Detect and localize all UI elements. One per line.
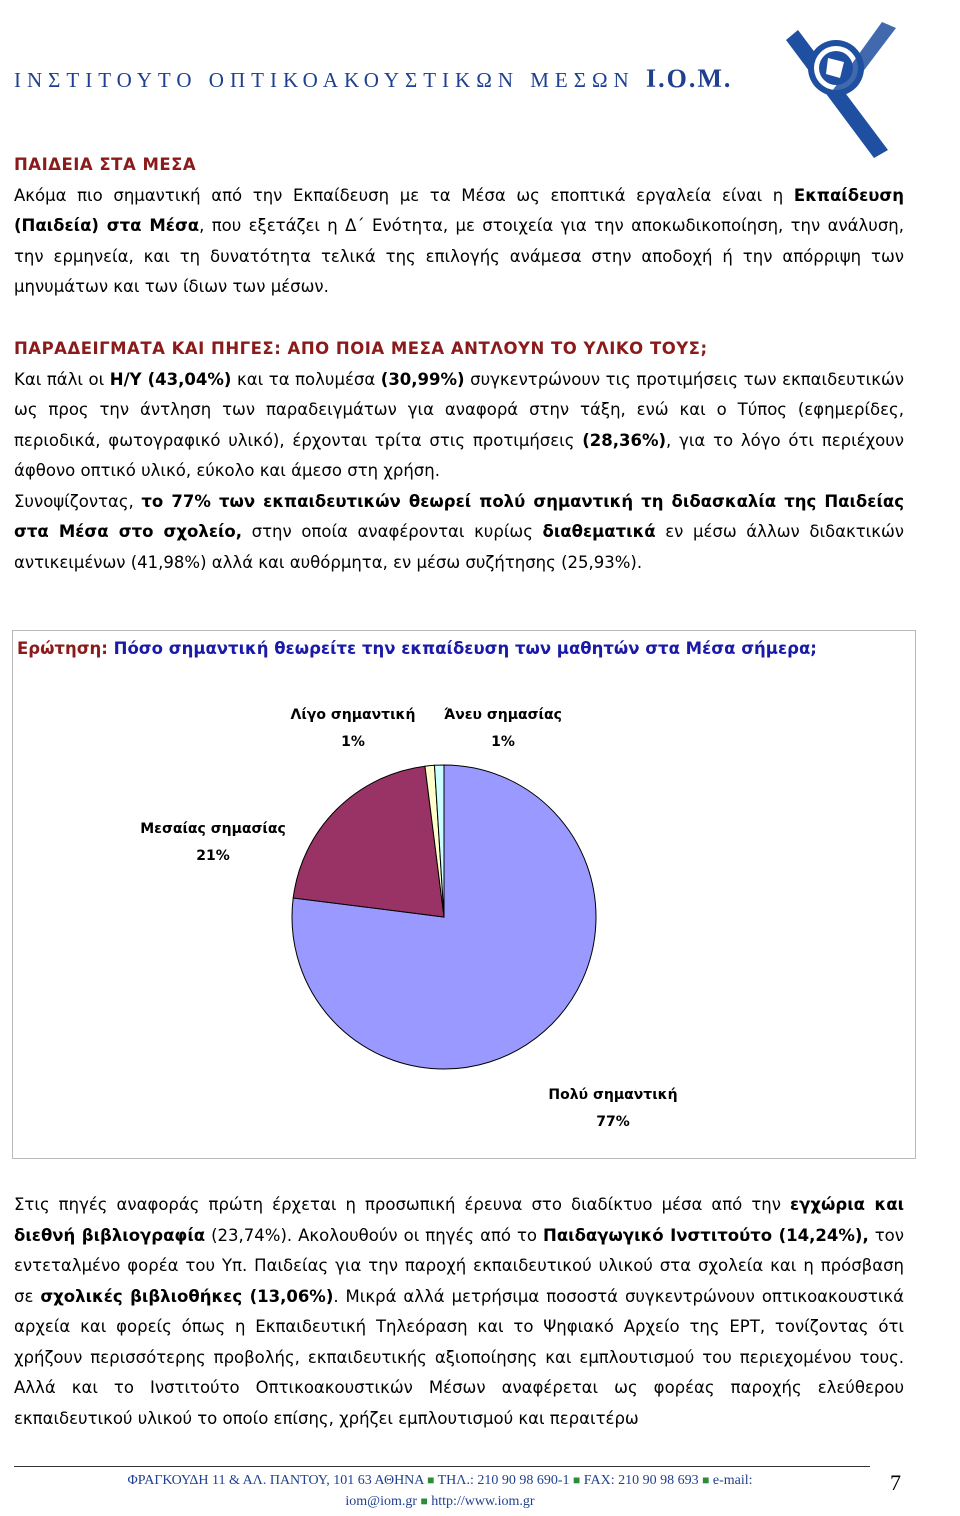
section-reference-sources xyxy=(14,1190,904,1434)
section-body xyxy=(14,365,904,579)
square-bullet-icon: ■ xyxy=(427,1473,435,1487)
slice-value-label: 77% xyxy=(596,1114,630,1130)
body-bold-text: Εκπαίδευση (Παιδεία) στα Μέσα xyxy=(14,185,904,235)
body-text: και τα πολυμέσα xyxy=(231,369,381,389)
pie-chart xyxy=(13,631,915,1158)
body-text: , που εξετάζει η Δ΄ Ενότητα, με στοιχεία για την αποκωδικοποίηση, την ανάλυση, την ερμηνεία, και τη δυνατότητα τελικά της επιλογής ανάμεσα στην αποδοχή ή την απόρριψη των μηνυμάτων και των ίδιων των μέσων. xyxy=(14,216,905,296)
body-bold-text: σχολικές βιβλιοθήκες (13,06%) xyxy=(40,1286,334,1306)
slice-value-label: 1% xyxy=(341,734,365,750)
body-bold-text: εγχώρια και διεθνή βιβλιογραφία xyxy=(14,1195,904,1245)
body-text: στην οποία αναφέρονται κυρίως xyxy=(242,522,543,541)
institute-name: ΙΝΣΤΙΤΟΥΤΟ ΟΠΤΙΚΟΑΚΟΥΣΤΙΚΩΝ ΜΕΣΩΝ xyxy=(14,68,635,92)
body-text: . Μικρά αλλά μετρήσιμα ποσοστά συγκεντρώνουν οπτικοακουστικά αρχεία και φορείς όπως η Εκπαιδευτική Τηλεόραση και το Ψηφιακό Αρχείο της ΕΡΤ, τονίζοντας ότι χρήζουν περισσότερης προβολής, εκπαιδευτικής αξιοποίησης και εμπλουτισμού του περιεχομένου τους. Αλλά και το Ινστιτούτο Οπτικοακουστικών Μέσων αναφέρεται ως φορέας παροχής ελεύθερου εκπαιδευτικού υλικού το οποίο επίσης, χρήζει εμπλουτισμού και περαιτέρω xyxy=(14,1286,905,1428)
body-text: εν μέσω άλλων διδακτικών αντικειμένων (41,98%) αλλά και αυθόρμητα, εν μέσω συζήτησης (25,93%). xyxy=(14,522,905,572)
square-bullet-icon: ■ xyxy=(573,1473,581,1487)
body-bold-text: διαθεματικά xyxy=(542,522,656,541)
body-text: τον εντεταλμένο φορέα του Υπ. Παιδείας για την παροχή εκπαιδευτικού υλικού στα σχολεία και η πρόσβαση σε xyxy=(14,1225,904,1306)
section-title: ΠΑΡΑΔΕΙΓΜΑΤΑ ΚΑΙ ΠΗΓΕΣ: ΑΠΟ ΠΟΙΑ ΜΕΣΑ ΑΝΤΛΟΥΝ ΤΟ ΥΛΙΚΟ ΤΟΥΣ; xyxy=(14,339,708,358)
iom-logo-icon xyxy=(778,10,898,160)
slice-label: Πολύ σημαντική xyxy=(548,1087,678,1103)
page-number: 7 xyxy=(890,1470,901,1495)
footer-email-link[interactable]: iom@iom.gr xyxy=(345,1494,418,1509)
pie-slice xyxy=(293,766,444,917)
body-text: , για το λόγο ότι περιέχουν άφθονο οπτικό υλικό, εύκολο και άμεσο στη χρήση. xyxy=(14,430,904,480)
slice-label: Μεσαίας σημασίας xyxy=(140,821,286,837)
footer-web-link[interactable]: http://www.iom.gr xyxy=(431,1494,535,1509)
body-text: Ακόμα πιο σημαντική από την Εκπαίδευση με τα Μέσα ως εποπτικά εργαλεία είναι η xyxy=(14,185,794,205)
body-text: (23,74%). Ακολουθούν οι πηγές από το xyxy=(205,1225,544,1245)
footer-divider xyxy=(14,1466,870,1467)
pie-chart-panel xyxy=(12,630,916,1159)
institute-abbr: Ι.Ο.Μ. xyxy=(645,64,733,93)
question-prefix: Ερώτηση: xyxy=(17,639,108,658)
square-bullet-icon: ■ xyxy=(420,1494,428,1508)
body-text: Στις πηγές αναφοράς πρώτη έρχεται η προσωπική έρευνα στο διαδίκτυο μέσα από την xyxy=(14,1195,790,1214)
footer-address: ΦΡΑΓΚΟΥΔΗ 11 & ΑΛ. ΠΑΝΤΟΥ, 101 63 ΑΘΗΝΑ xyxy=(127,1473,424,1488)
body-bold-text: Η/Υ (43,04%) xyxy=(109,369,232,389)
page-footer xyxy=(20,1470,860,1512)
body-bold-text: (28,36%) xyxy=(582,430,667,450)
body-text: συγκεντρώνουν τις προτιμήσεις των εκπαιδευτικών ως προς την άντληση των παραδειγμάτων για αναφορά στην τάξη, ενώ και ο Τύπος (εφημερίδες, περιοδικά, φωτογραφικό υλικό), έρχονται τρίτα στις προτιμήσεις xyxy=(14,369,904,450)
slice-value-label: 21% xyxy=(196,848,230,864)
section-body xyxy=(14,181,904,303)
slice-label: Λίγο σημαντική xyxy=(290,707,416,723)
institute-header xyxy=(14,64,732,94)
body-text: Συνοψίζοντας, xyxy=(14,491,142,511)
section-title: ΠΑΙΔΕΙΑ ΣΤΑ ΜΕΣΑ xyxy=(14,155,197,174)
section-media-education xyxy=(14,150,904,303)
slice-value-label: 1% xyxy=(491,734,515,750)
section-examples-sources xyxy=(14,334,904,578)
footer-email-label: e-mail: xyxy=(712,1473,753,1488)
body-text: Και πάλι οι xyxy=(14,369,110,389)
body-bold-text: το 77% των εκπαιδευτικών θεωρεί πολύ σημαντική τη διδασκαλία της Παιδείας στα Μέσα στο σχολείο, xyxy=(14,491,904,541)
body-bold-text: (30,99%) xyxy=(380,369,465,389)
slice-label: Άνευ σημασίας xyxy=(444,707,562,723)
footer-fax: FAX: 210 90 98 693 xyxy=(583,1473,699,1488)
square-bullet-icon: ■ xyxy=(702,1473,710,1487)
footer-phone: ΤΗΛ.: 210 90 98 690-1 xyxy=(437,1473,570,1488)
body-bold-text: Παιδαγωγικό Ινστιτούτο (14,24%), xyxy=(543,1225,869,1245)
question-text: Πόσο σημαντική θεωρείτε την εκπαίδευση των μαθητών στα Μέσα σήμερα; xyxy=(107,639,817,658)
